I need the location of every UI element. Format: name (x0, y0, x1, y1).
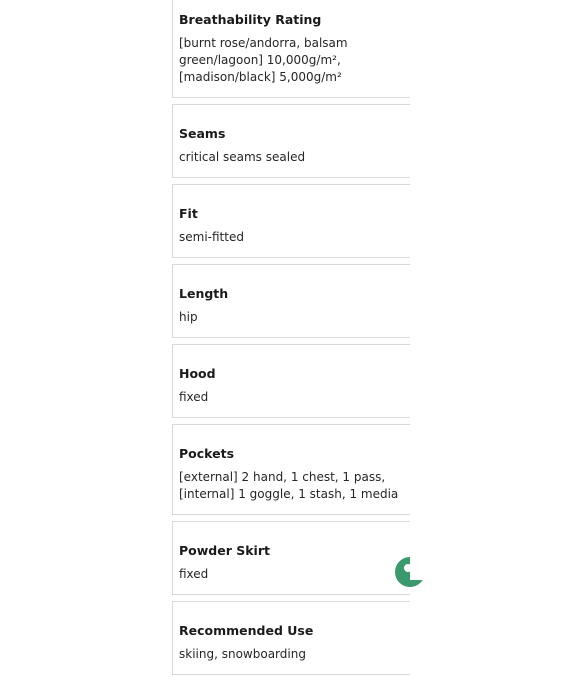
spec-value: [external] 2 hand, 1 chest, 1 pass, [internal] 1 goggle, 1 stash, 1 media (179, 470, 399, 501)
spec-label: Recommended Use (179, 623, 314, 638)
spec-card-pockets (172, 424, 410, 515)
spec-label: Fit (179, 206, 198, 221)
spec-value: fixed (179, 567, 209, 581)
spec-value: critical seams sealed (179, 150, 306, 164)
spec-label: Seams (179, 126, 226, 141)
spec-card-recommended-use (172, 601, 410, 675)
spec-list (172, 0, 410, 681)
spec-value: skiing, snowboarding (179, 647, 306, 661)
spec-value: semi-fitted (179, 230, 244, 244)
spec-card-hood (172, 344, 410, 418)
spec-card-length (172, 264, 410, 338)
spec-label: Length (179, 286, 229, 301)
spec-value: [burnt rose/andorra, balsam green/lagoon] 10,000g/m², [madison/black] 5,000g/m² (179, 36, 348, 84)
page-edge (410, 0, 580, 580)
spec-value: hip (179, 310, 198, 324)
spec-label: Pockets (179, 446, 235, 461)
spec-label: Hood (179, 366, 216, 381)
spec-card-breathability (172, 0, 410, 98)
spec-value: fixed (179, 390, 209, 404)
spec-card-seams (172, 104, 410, 178)
spec-card-powder-skirt (172, 521, 410, 595)
spec-card-fit (172, 184, 410, 258)
spec-label: Breathability Rating (179, 12, 322, 27)
spec-label: Powder Skirt (179, 543, 270, 558)
